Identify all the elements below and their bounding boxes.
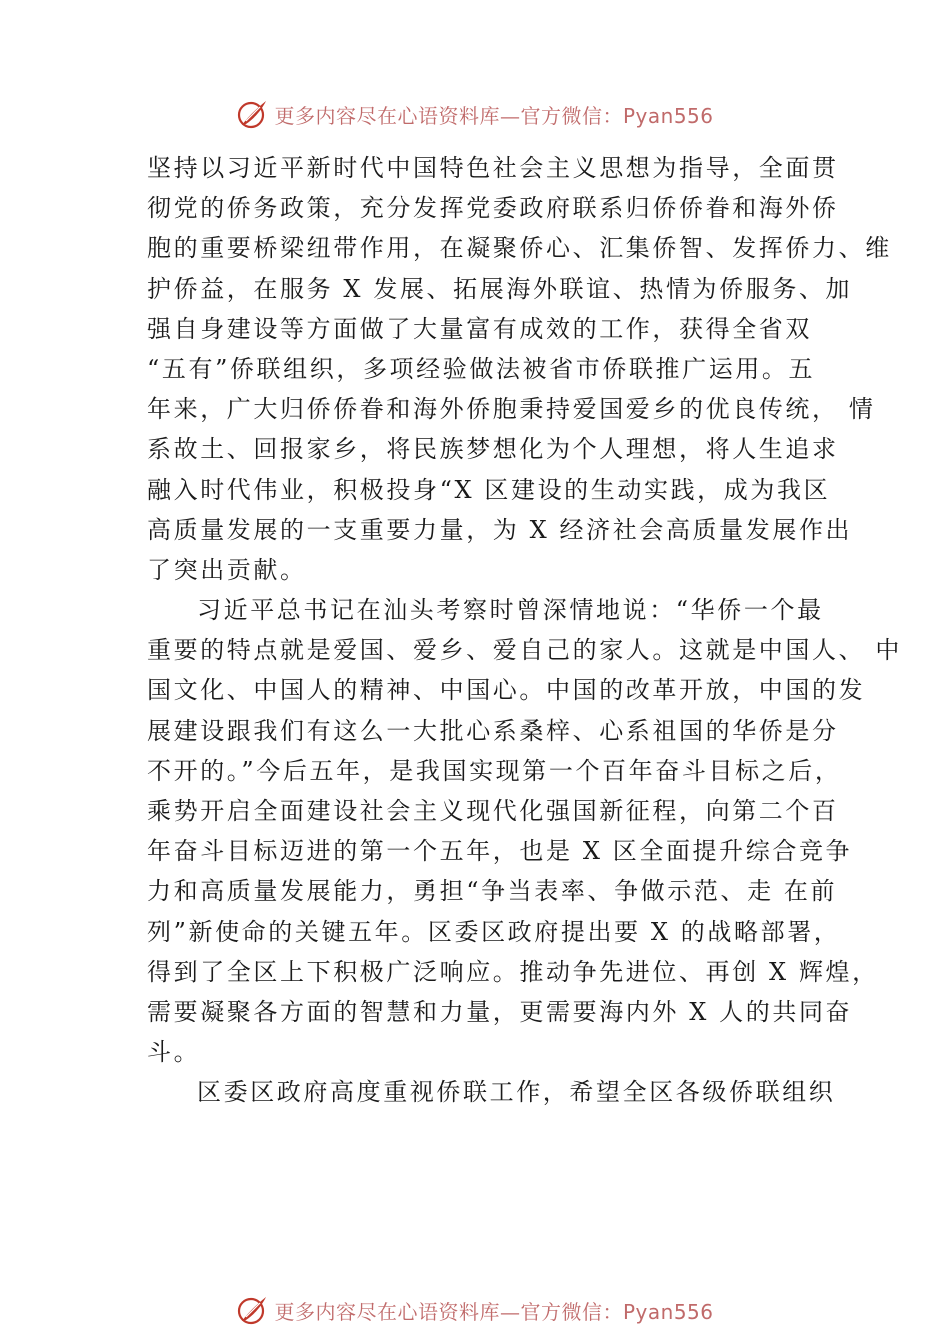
text-line: 强自身建设等方面做了大量富有成效的工作，获得全省双	[147, 314, 812, 343]
text-line: 融入时代伟业，积极投身“X 区建设的生动实践，成为我区	[147, 475, 831, 504]
text-line: 列”新使命的关键五年。区委区政府提出要 X 的战略部署，	[147, 917, 841, 946]
text-line: 得到了全区上下积极广泛响应。推动争先进位、再创 X 辉煌，	[147, 957, 879, 986]
watermark-text: 更多内容尽在心语资料库—官方微信：	[274, 1299, 623, 1324]
text-line: 护侨益，在服务 X 发展、拓展海外联谊、热情为侨服务、加	[147, 274, 853, 303]
quill-logo-icon	[236, 97, 270, 131]
text-line: 年奋斗目标迈进的第一个五年，也是 X 区全面提升综合竞争	[147, 837, 853, 866]
text-line: 高质量发展的一支重要力量，为 X 经济社会高质量发展作出	[147, 515, 853, 544]
quill-logo-icon	[236, 1293, 270, 1327]
text-line: 展建设跟我们有这么一大批心系桑梓、心系祖国的华侨是分	[147, 716, 839, 745]
text-line: 习近平总书记在汕头考察时曾深情地说：“华侨一个最	[197, 596, 824, 625]
text-line: 坚持以习近平新时代中国特色社会主义思想为指导，全面贯	[147, 154, 839, 182]
text-line: 年来，广大归侨侨眷和海外侨胞秉持爱国爱乡的优良传统， 情	[147, 395, 876, 424]
text-line: 系故土、回报家乡，将民族梦想化为个人理想，将人生追求	[147, 435, 839, 464]
text-line: “五有”侨联组织，多项经验做法被省市侨联推广运用。五	[147, 354, 816, 383]
watermark-wechat-id: Pyan556	[622, 1299, 714, 1324]
text-line: 了突出贡献。	[147, 555, 307, 584]
footer-watermark	[0, 1290, 950, 1330]
text-line: 彻党的侨务政策，充分发挥党委政府联系归侨侨眷和海外侨	[147, 194, 839, 223]
text-line: 重要的特点就是爱国、爱乡、爱自己的家人。这就是中国人、 中	[147, 636, 903, 665]
text-line: 需要凝聚各方面的智慧和力量，更需要海内外 X 人的共同奋	[147, 997, 853, 1026]
text-line: 国文化、中国人的精神、中国心。中国的改革开放，中国的发	[147, 676, 866, 705]
text-line: 区委区政府高度重视侨联工作，希望全区各级侨联组织	[197, 1078, 836, 1107]
header-watermark	[0, 94, 950, 134]
text-line: 胞的重要桥梁纽带作用，在凝聚侨心、汇集侨智、发挥侨力、维	[147, 234, 892, 263]
document-body	[147, 148, 903, 1113]
watermark-text: 更多内容尽在心语资料库—官方微信：	[274, 103, 623, 128]
text-line: 力和高质量发展能力，勇担“争当表率、争做示范、走 在前	[147, 877, 838, 906]
text-line: 不开的。”今后五年，是我国实现第一个百年奋斗目标之后，	[147, 756, 842, 785]
text-line: 斗。	[147, 1038, 201, 1067]
text-line: 乘势开启全面建设社会主义现代化强国新征程，向第二个百	[147, 797, 839, 825]
watermark-wechat-id: Pyan556	[622, 103, 714, 128]
